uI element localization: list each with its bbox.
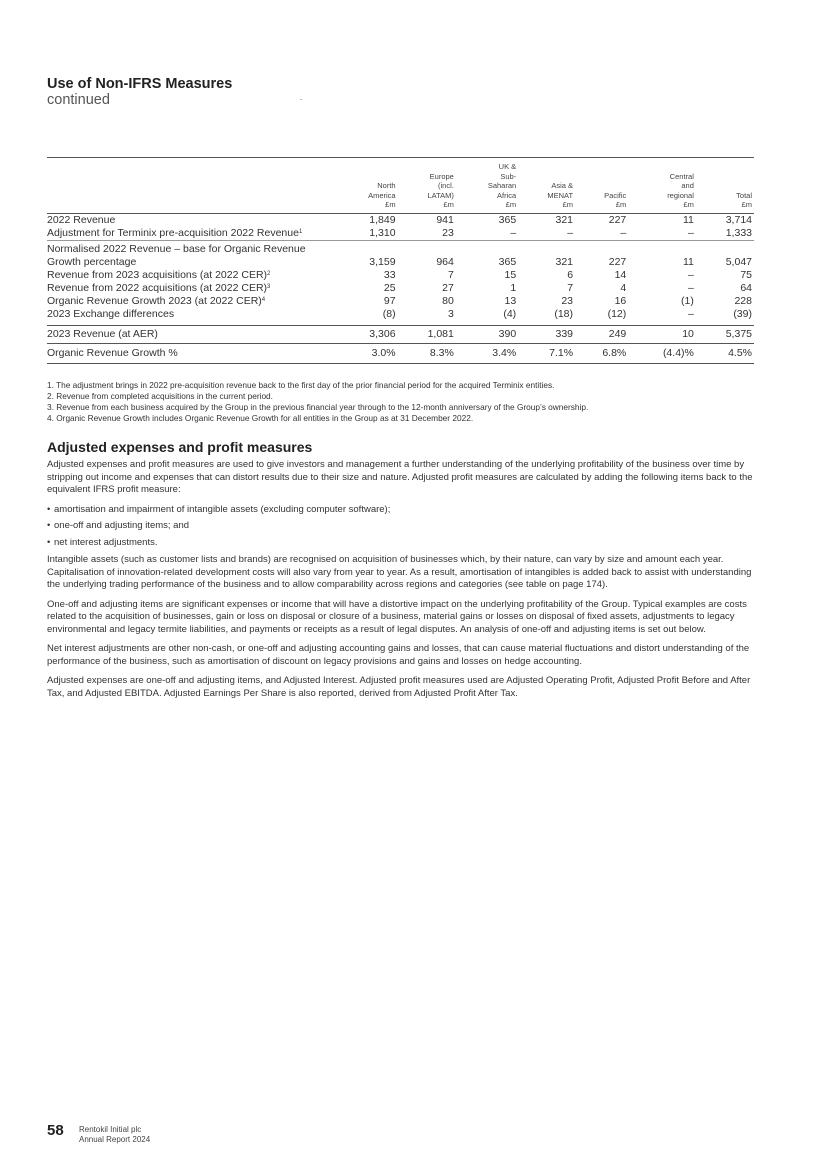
- row-label: 2023 Exchange differences: [47, 307, 175, 320]
- cell: 1,849: [369, 213, 396, 226]
- page-subtitle: continued: [47, 92, 110, 108]
- paragraph-adjusted-expenses: Adjusted expenses are one-off and adjusting items, and Adjusted Interest. Adjusted profit measures used are Adjusted Operating Profit, Adjusted Profit Before and After Tax, and Adjusted EBITDA. Adjusted Earnings Per Share is also reported, derived from Adjusted Profit After Tax.: [47, 675, 751, 699]
- cell: –: [688, 268, 694, 281]
- table-row: [47, 269, 754, 282]
- cell: 6.8%: [575, 343, 628, 363]
- intro-paragraph: Adjusted expenses and profit measures are used to give investors and management a further understanding of the underlying profitability of the business over time by stripping out income and expenses that can distort results due to their size and nature. Adjusted profit measures are calculated by adding the following items back to the equivalent IFRS profit measure:: [47, 459, 753, 495]
- cell: 228: [734, 294, 752, 307]
- row-label: 2023 Revenue (at AER): [47, 325, 337, 343]
- table-row: [47, 256, 754, 269]
- footnote: 3. Revenue from each business acquired by the Group in the previous financial year through to the 12-month anniversary of the Group’s ownership.: [47, 402, 589, 412]
- cell: 4.5%: [696, 343, 754, 363]
- cell: 80: [442, 294, 454, 307]
- col-header-north-america: North America £m: [337, 158, 398, 214]
- cell: 23: [442, 226, 454, 239]
- row-label: Adjustment for Terminix pre-acquisition 2022 Revenue$^1$: [47, 226, 303, 239]
- cell: 4: [620, 281, 627, 294]
- col-header-uk-ssa: UK & Sub- Saharan Africa £m: [456, 158, 518, 214]
- paragraph-net-interest: Net interest adjustments are other non-cash, or one-off and adjusting accounting gains and losses, that can cause material fluctuations and distort understanding of the performance of the business, such as amortisation of discount on legacy provisions and gains and losses on hedge accounting.: [47, 643, 750, 667]
- row-label: Organic Revenue Growth 2023 (at 2022 CER)$^4$: [47, 294, 266, 307]
- cell: 249: [575, 325, 628, 343]
- cell: 1,081: [398, 325, 456, 343]
- cell: 16: [614, 294, 627, 307]
- cell: 64: [740, 281, 752, 294]
- cell: 964: [436, 255, 454, 268]
- footnote-ref: 2: [267, 270, 271, 277]
- cell: 3,159: [369, 255, 396, 268]
- cell: 941: [436, 213, 454, 226]
- cell: –: [510, 226, 517, 239]
- table-row: [47, 295, 754, 308]
- row-label: Growth percentage: [47, 255, 137, 268]
- footnote-ref: 4: [261, 296, 266, 303]
- cell: 3.0%: [337, 343, 398, 363]
- row-label: Revenue from 2023 acquisitions (at 2022 CER)$^2$: [47, 268, 271, 281]
- footnote: 1. The adjustment brings in 2022 pre-acquisition revenue back to the first day of the prior financial period for the acquired Terminix entities.: [47, 380, 555, 390]
- footnote-ref: 1: [298, 228, 303, 235]
- table-row-growth: [47, 343, 754, 363]
- section-heading: Adjusted expenses and profit measures: [47, 439, 313, 455]
- page-number: 58: [47, 1122, 64, 1139]
- cell: 7: [448, 268, 454, 281]
- cell: (12): [607, 307, 627, 320]
- table-row: [47, 282, 754, 295]
- stray-mark: .: [300, 93, 303, 102]
- cell: 227: [608, 255, 627, 268]
- header-spacer: [47, 158, 337, 214]
- cell: (39): [733, 307, 752, 320]
- cell: 33: [383, 268, 396, 281]
- cell: 97: [383, 294, 396, 307]
- paragraph-one-off: One-off and adjusting items are significant expenses or income that will have a distortive impact on the underlying profitability of the Group. Typical examples are costs related to the acquisition of businesses, gain or loss on disposal or closure of a business, material gains or losses on disposal of fixed assets, adjustments to legacy environmental and legacy termite liabilities, and payments or receipts as a result of legal disputes. An analysis of one-off and adjusting items is set out below.: [47, 598, 747, 635]
- col-header-asia-menat: Asia & MENAT £m: [518, 158, 575, 214]
- cell: 27: [442, 281, 454, 294]
- cell: 11: [682, 213, 694, 226]
- cell: 7.1%: [518, 343, 575, 363]
- col-header-europe: Europe (incl. LATAM) £m: [398, 158, 456, 214]
- cell: 8.3%: [398, 343, 456, 363]
- cell: –: [567, 226, 574, 239]
- cell: –: [688, 307, 694, 320]
- cell: 390: [456, 325, 518, 343]
- cell: 7: [567, 281, 574, 294]
- table-row-total: [47, 325, 754, 343]
- col-header-pacific: Pacific £m: [575, 158, 628, 214]
- footnote: 2. Revenue from completed acquisitions in the current period.: [47, 391, 273, 401]
- cell: –: [688, 226, 694, 239]
- cell: 25: [383, 281, 396, 294]
- cell: 3.4%: [456, 343, 518, 363]
- cell: –: [620, 226, 627, 239]
- cell: 227: [608, 213, 627, 226]
- bullet-icon: •: [47, 536, 51, 548]
- cell: 3: [448, 307, 454, 320]
- cell: 3,714: [725, 213, 752, 226]
- list-item: • net interest adjustments.: [47, 536, 158, 548]
- page-title: Use of Non-IFRS Measures: [47, 76, 233, 92]
- table-row: [47, 308, 754, 321]
- row-label: 2022 Revenue: [47, 213, 116, 226]
- cell: 365: [498, 213, 517, 226]
- table-row: [47, 213, 754, 227]
- table-row: [47, 240, 754, 256]
- cell: 11: [682, 255, 694, 268]
- section-body: [47, 459, 759, 707]
- footnote-ref: 3: [267, 283, 271, 290]
- cell: 1,310: [369, 226, 396, 239]
- bullet-icon: •: [47, 520, 51, 531]
- report-name: Annual Report 2024: [79, 1135, 151, 1144]
- row-label: Revenue from 2022 acquisitions (at 2022 CER)$^3$: [47, 281, 271, 294]
- list-item: • amortisation and impairment of intangible assets (excluding computer software);: [47, 503, 391, 515]
- cell: 1: [510, 281, 517, 294]
- cell: 5,375: [696, 325, 754, 343]
- cell: 15: [504, 268, 517, 281]
- cell: 75: [740, 268, 752, 281]
- list-item: • one-off and adjusting items; and: [47, 520, 190, 531]
- footer-company: [79, 1125, 150, 1145]
- cell: (8): [382, 307, 396, 320]
- cell: (4.4)%: [628, 343, 696, 363]
- row-label: Organic Revenue Growth %: [47, 343, 337, 363]
- company-name: Rentokil Initial plc: [79, 1125, 142, 1134]
- footnote: 4. Organic Revenue Growth includes Organic Revenue Growth for all entities in the Group as at 31 December 2022.: [47, 413, 474, 423]
- cell: 23: [561, 294, 574, 307]
- cell: –: [688, 281, 694, 294]
- row-label: Normalised 2022 Revenue – base for Organic Revenue: [47, 240, 337, 256]
- cell: 321: [555, 255, 574, 268]
- col-header-central-regional: Central and regional £m: [628, 158, 696, 214]
- cell: 339: [518, 325, 575, 343]
- cell: (4): [503, 307, 517, 320]
- bullet-list: [47, 504, 759, 550]
- cell: 6: [567, 268, 574, 281]
- cell: (1): [681, 294, 694, 307]
- cell: 3,306: [337, 325, 398, 343]
- col-header-total: Total £m: [696, 158, 754, 214]
- cell: 10: [628, 325, 696, 343]
- cell: 13: [504, 294, 517, 307]
- cell: 321: [555, 213, 574, 226]
- cell: 5,047: [725, 255, 752, 268]
- revenue-reconciliation-table: [47, 157, 754, 364]
- cell: 365: [498, 255, 517, 268]
- bullet-icon: •: [47, 503, 51, 515]
- cell: 14: [614, 268, 627, 281]
- footnotes: [47, 380, 588, 424]
- table-row: [47, 227, 754, 241]
- cell: (18): [554, 307, 574, 320]
- paragraph-intangibles: Intangible assets (such as customer lists and brands) are recognised on acquisition of businesses which, by their nature, can vary by size and amount each year. Capitalisation of innovation-related development costs will also vary from year to year. As a result, amortisation of intangibles is added back to assist with understanding the underlying trading performance of the business and to allow comparability across regions and categories (see table on page 174).: [47, 554, 752, 590]
- cell: 1,333: [725, 226, 752, 239]
